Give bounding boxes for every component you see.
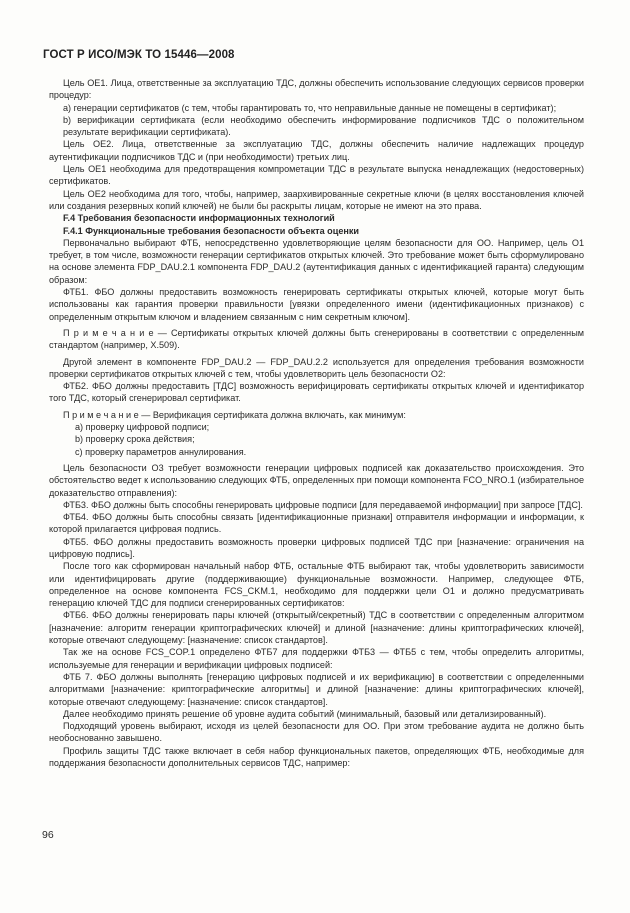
body-paragraph xyxy=(49,188,584,213)
body-paragraph xyxy=(49,708,584,720)
body-paragraph xyxy=(49,380,584,405)
paragraph-text: После того как сформирован начальный набор ФТБ, остальные ФТБ выбирают так, чтобы удовлетворить зависимости или идентифицировать другие (поддерживающие) функциональные возможности. Например, следующее ФТБ, определенное на основе компонента FCS_CKM.1, необходимо для поддержки цели О1 и должно предусматривать генерацию ключей ТДС для подписи сгенерированных сертификатов: xyxy=(49,561,584,609)
body-paragraph xyxy=(49,646,584,671)
list-item xyxy=(49,102,584,114)
body-paragraph xyxy=(49,560,584,609)
paragraph-text: Далее необходимо принять решение об уровне аудита событий (минимальный, базовый или детализированный). xyxy=(63,708,547,719)
list-item xyxy=(49,446,584,458)
paragraph-text: ФТБ 7. ФБО должны выполнять [генерацию цифровых подписей и их верификацию] в соответствии с определенными алгоритмами [назначение: криптографические алгоритмы] и длиной [назначение: длины криптографических ключей], которые отвечают следующему: [назначение: список стандартов]. xyxy=(49,671,584,707)
paragraph-text: Подходящий уровень выбирают, исходя из целей безопасности для ОО. При этом требование аудита не должно быть необоснованно завышено. xyxy=(49,721,584,744)
paragraph-text: ФТБ6. ФБО должны генерировать пары ключей (открытый/секретный) ТДС в соответствии с определенным алгоритмом [назначение: алгоритм генерации криптографических ключей] и длиной [назначение: длины криптографических ключей], которые отвечают следующему: [назначение: список стандартов]. xyxy=(49,610,584,646)
note-label: П р и м е ч а н и е xyxy=(63,327,154,338)
paragraph-text: b) проверку срока действия; xyxy=(75,434,195,445)
body-paragraph xyxy=(49,609,584,646)
paragraph-text: ФТБ4. ФБО должны быть способны связать [идентификационные признаки] отправителя информации и информации, к которой прилагается цифровая подпись. xyxy=(49,512,584,535)
list-item xyxy=(49,433,584,445)
paragraph-text: c) проверку параметров аннулирования. xyxy=(75,446,247,457)
body-paragraph xyxy=(49,356,584,381)
paragraph-text: ФТБ2. ФБО должны предоставить [ТДС] возможность верифицировать сертификаты открытых ключей и идентификатор того ТДС, который сгенерировал сертификат. xyxy=(49,381,584,404)
paragraph-text: Цель ОЕ2. Лица, ответственные за эксплуатацию ТДС, должны обеспечить наличие надлежащих процедур аутентификации подписчиков ТДС и (при необходимости) третьих лиц. xyxy=(49,139,584,162)
list-item xyxy=(49,114,584,139)
body-paragraph xyxy=(49,499,584,511)
note-paragraph xyxy=(49,327,584,352)
paragraph-text: — Сертификаты открытых ключей должны быть сгенерированы в соответствии с определенным стандартом (например, X.509). xyxy=(49,327,584,351)
paragraph-text: Профиль защиты ТДС также включает в себя набор функциональных пакетов, определяющих ФТБ, необходимые для поддержания безопасности дополнительных сервисов ТДС, например: xyxy=(49,745,584,769)
paragraph-text: b) верификации сертификата (если необходимо обеспечить информирование подписчиков ТДС о положительном результате верификации сертификата). xyxy=(63,114,584,138)
paragraph-text: a) проверку цифровой подписи; xyxy=(75,422,210,433)
body-paragraph xyxy=(49,536,584,561)
paragraph-text: Цель ОЕ2 необходима для того, чтобы, например, заархивированные секретные ключи (в целях восстановления ключей или создания резервных копий ключей) не были бы раскрыты лицам, которые не имеют на это права. xyxy=(49,188,584,211)
body-paragraph xyxy=(49,77,584,102)
paragraph-text: ФТБ5. ФБО должны предоставить возможность проверки цифровых подписей ТДС при [назначение: ограничения на цифровую подпись]. xyxy=(49,536,584,559)
paragraph-text: Цель ОЕ1 необходима для предотвращения компрометации ТДС в результате выпуска ненадлежащих (недостоверных) сертификатов. xyxy=(49,164,584,187)
paragraph-text: Другой элемент в компоненте FDP_DAU.2 — FDP_DAU.2.2 используется для определения требования возможности проверки сертификатов открытых ключей с тем, чтобы удовлетворить цель безопасности О2: xyxy=(49,356,584,379)
body-paragraph xyxy=(49,720,584,745)
paragraph-text: a) генерации сертификатов (с тем, чтобы гарантировать то, что неправильные данные не помещены в сертификат); xyxy=(63,102,557,113)
note-paragraph xyxy=(49,409,584,421)
body-paragraph xyxy=(49,138,584,163)
body-paragraph xyxy=(49,163,584,188)
section-heading xyxy=(49,225,584,237)
paragraph-text: Первоначально выбирают ФТБ, непосредственно удовлетворяющие целям безопасности для ОО. Например, цель О1 требует, в том числе, возможности генерации сертификатов открытых ключей. Это требование может быть сформулировано на основе элемента FDP_DAU.2.1 компонента FDP_DAU.2 (аутентификация данных с идентификацией гаранта) следующим образом: xyxy=(49,237,584,285)
paragraph-text: Так же на основе FCS_COP.1 определено ФТБ7 для поддержки ФТБ3 — ФТБ5 с тем, чтобы определить алгоритмы, используемые для генерации и верификации цифровых подписей: xyxy=(49,647,584,670)
page-header-title: ГОСТ Р ИСО/МЭК ТО 15446—2008 xyxy=(43,49,235,61)
paragraph-text: Цель безопасности О3 требует возможности генерации цифровых подписей как доказательство происхождения. Это обстоятельство ведет к использованию следующих ФТБ, определенных при помощи компонента FCO_NRO.1 (избирательное доказательство отправления): xyxy=(49,462,584,498)
note-label: П р и м е ч а н и е xyxy=(63,409,139,420)
paragraph-text: ФТБ3. ФБО должны быть способны генерировать цифровые подписи [для передаваемой информации] при запросе [ТДС]. xyxy=(63,499,583,510)
body-paragraph xyxy=(49,462,584,499)
paragraph-text: ФТБ1. ФБО должны предоставить возможность генерировать сертификаты открытых ключей, которые могут быть использованы как гарантия проверки правильности [увязки определенного имени (идентификационных признаков) с определенным открытым ключом и владением связанным с ним секретным ключом]. xyxy=(49,287,584,322)
body-paragraph xyxy=(49,286,584,323)
section-heading xyxy=(49,212,584,224)
body-paragraph xyxy=(49,237,584,286)
document-body xyxy=(49,77,584,769)
paragraph-text: F.4 Требования безопасности информационных технологий xyxy=(63,213,335,224)
body-paragraph xyxy=(49,671,584,708)
list-item xyxy=(49,421,584,433)
body-paragraph xyxy=(49,511,584,536)
body-paragraph xyxy=(49,745,584,770)
page-number: 96 xyxy=(42,829,54,841)
paragraph-text: F.4.1 Функциональные требования безопасности объекта оценки xyxy=(63,225,360,236)
paragraph-text: — Верификация сертификата должна включать, как минимум: xyxy=(138,409,406,420)
paragraph-text: Цель ОЕ1. Лица, ответственные за эксплуатацию ТДС, должны обеспечить использование следующих сервисов проверки процедур: xyxy=(49,78,584,101)
